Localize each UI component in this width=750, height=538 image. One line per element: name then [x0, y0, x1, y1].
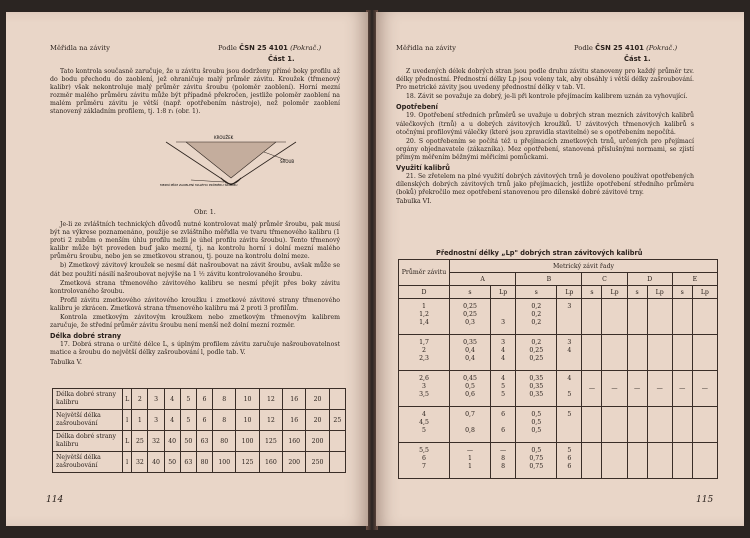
- table-header-row: Průměr závitu Metrický závit řady: [399, 260, 718, 273]
- paragraph-21: 21. Se zřetelem na plné využití dobrých závitových trnů je dovoleno používat opotřebených dílenských dobrých závitových trnů jako přejímacích, jestliže opotřebení středního průměru (boků) překročilo mez opotřebení stanovenou pro dílenské dobré závitové trny.: [396, 173, 694, 197]
- table-row: 1,7 2 2,3 0,35 0,4 0,4 3 4 4 0,2 0,25 0,25 3 4: [399, 335, 718, 371]
- body-text: [50, 221, 340, 367]
- section-heading: Délka dobré strany: [50, 332, 122, 341]
- table-row: 2,6 3 3,5 0,45 0,5 0,6 4 5 5 0,35 0,35 0,35 4 5 — — — — — —: [399, 371, 718, 407]
- section-heading: Opotřebení: [396, 103, 438, 112]
- body-paragraph: Je-li ze zvláštních technických důvodů nutné kontrolovat malý průměr šroubu, pak musí být na výkrese poznamenáno, použije se zvláštního měřidla ve tvaru třmenového kalibru (1 proti 2 zubům o menším úhlu profilu nežli je úhel profilu závitu šroubu). Tento třmenový kalibr může být proveden buď jako mezní, tj. na kontrolu horní i dolní mezní malého průměru šroubu, nebo jen se zmetkovou stranou, tj. pouze na kontrolu dolní meze.: [50, 221, 340, 261]
- paragraph-18: 18. Závit se považuje za dobrý, je-li při kontrole přejímacím kalibrem uznán za vyhovující.: [406, 93, 688, 101]
- right-page: [376, 12, 744, 526]
- section-heading: Využití kalibrů: [396, 164, 450, 173]
- paragraph-17: 17. Dobrá strana o určité délce L, s úplným profilem závitu zaručuje našroubovatelnost matice a šroubu do největší délky zašroubování l, podle tab. V.: [50, 341, 340, 357]
- table-row: 4 4,5 5 0,7 0,8 6 6 0,5 0,5 0,5 5: [399, 407, 718, 443]
- body-paragraph: Kontrola zmetkovým závitovým kroužkem nebo zmetkovým třmenovým kalibrem zaručuje, že střední průměr závitu šroubu není menší než dolní mezní rozměr.: [50, 314, 340, 330]
- table-row: 5,5 6 7 — 1 1 — 8 8 0,5 0,75 0,75 5 6 6: [399, 443, 718, 479]
- table-heading: Přednostní délky „Lp" dobrých stran závitových kalibrů: [436, 249, 643, 257]
- table-v: [52, 388, 346, 473]
- page-number: 114: [46, 495, 64, 505]
- figure-label-note: MEZNÍ PŘÍM ZAOBLENÍ MALÉHO PRŮMĚRU ŠROUBU: [160, 183, 238, 187]
- part-label: Část 1.: [624, 55, 651, 63]
- paragraph-top: Z uvedených délek dobrých stran jsou podle druhu závitu stanoveny pro každý průměr tzv. délky přednostní. Přednostní délky Lp jsou voleny tak, aby obsáhly i větší délky zašroubování. Pro metrické závity jsou uvedeny přednostní délky v tab. VI.: [396, 68, 694, 92]
- figure-label-screw: ŠROUB: [280, 159, 295, 164]
- figure-label-ring: KROUŽEK: [214, 135, 234, 140]
- running-head-standard: Podle ČSN 25 4101 (Pokrač.): [218, 44, 322, 52]
- page-number: 115: [696, 495, 714, 505]
- table-row: Největší délka zašroubování l 1 3 4 5 6 8 10 12 16 20 25: [53, 410, 346, 431]
- paragraph-20: 20. S opotřebením se počítá též u přejímacích zmetkových trnů, určených pro přejímací orgány objednavatele (zákazníka). Mez opotřebení, stanovená příslušnými normami, se zjistí přímým měřením běžnými měřicími pomůckami.: [396, 137, 694, 161]
- paragraph-19: 19. Opotřebení středních průměrů se uvažuje u dobrých stran mezních závitových kalibrů válečkových (trnů) a u dobrých závitových kroužků. U závitových třmenových kalibrů s otočnými profilovými válečky (které jsou zpravidla stavitelné) se s opotřebením nepočítá.: [396, 112, 694, 136]
- running-head-left: Měřidla na závity: [50, 44, 110, 52]
- left-page: [6, 12, 368, 526]
- body-paragraph: Profil závitu zmetkového závitového kroužku i zmetkové závitové strany třmenového kalibru je zkrácen. Zmetková strana třmenového kalibru má 2 proti 3 profilům.: [50, 296, 340, 312]
- table-title: Tabulka V.: [50, 358, 83, 366]
- thread-profile-figure: [156, 130, 316, 210]
- table-header-row: A B C D E: [399, 273, 718, 286]
- running-head-left: Měřidla na závity: [396, 44, 456, 52]
- running-head-standard: Podle ČSN 25 4101 (Pokrač.): [574, 44, 678, 52]
- table-header-row: D s Lp s Lp s Lp s Lp s Lp: [399, 286, 718, 299]
- part-label: Část 1.: [268, 55, 295, 63]
- table-row: Délka dobré strany kalibru L 2 3 4 5 6 8 10 12 16 20: [53, 389, 346, 410]
- table-vi: [398, 259, 718, 479]
- table-row: 1 1,2 1,4 0,25 0,25 0,3 3 0,2 0,2 0,2 3: [399, 299, 718, 335]
- table-title: Tabulka VI.: [396, 198, 432, 206]
- body-paragraph: Zmetková strana třmenového závitového kalibru se nesmí přejít přes boky závitu kontrolovaného šroubu.: [50, 279, 340, 295]
- table-row: Délka dobré strany kalibru L 25 32 40 50 63 80 100 125 160 200: [53, 431, 346, 452]
- table-row: Největší délka zašroubování l 32 40 50 63 80 100 125 160 200 250: [53, 452, 346, 473]
- figure-caption: Obr. 1.: [194, 208, 216, 216]
- paragraph-top: Tato kontrola současně zaručuje, že u závitu šroubu jsou dodrženy přímé boky profilu až do bodu přechodu do zaoblení, jež ohraničuje malý průměr závitu. Kroužek (třmenový kalibr) však nekontroluje malý průměr závitu šroubu (poloměr zaoblení). Horní mezní rozměr malého průměru závitu může být případně překročen, jestliže poloměr zaoblení na malém průměru závitu je větší (např. opotřebením nástroje), než poloměr zaoblení stanovený základním profilem, tj. 1:8 r₁ (obr. 1).: [50, 68, 340, 116]
- body-paragraph: b) Zmetkový závitový kroužek se nesmí dát našroubovat na závit šroubu, avšak může se dát bez použití násilí našroubovat nejvýše na 1 ½ závitu kontrolovaného šroubu.: [50, 262, 340, 278]
- right-body-text: [396, 68, 694, 207]
